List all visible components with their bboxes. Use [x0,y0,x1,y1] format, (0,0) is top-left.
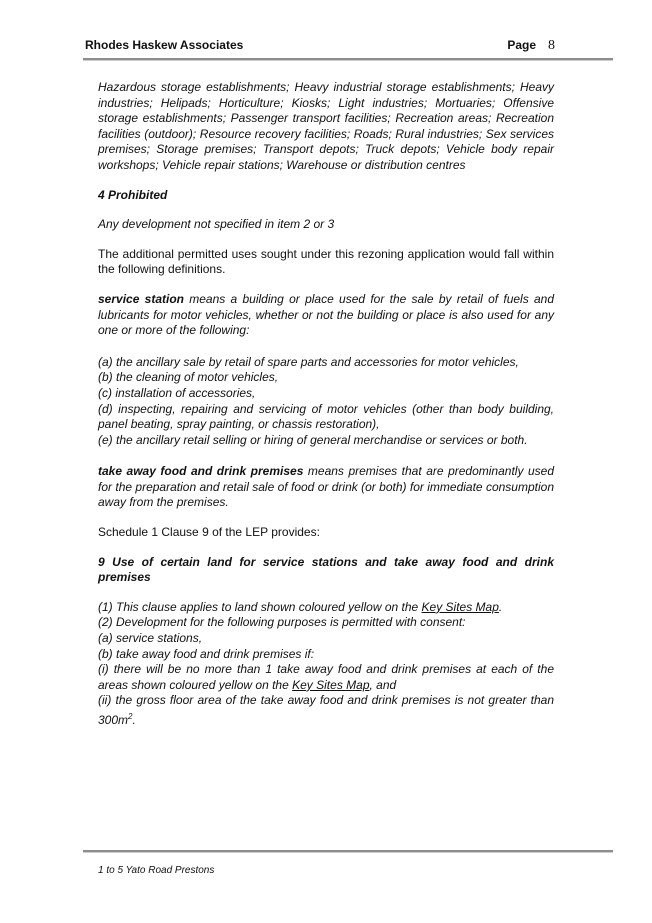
document-body [98,80,554,729]
list-item: (a) the ancillary sale by retail of spare parts and accessories for motor vehicles, [98,354,519,369]
page-label: Page [507,38,536,52]
list-item: (d) inspecting, repairing and servicing of motor vehicles (other than body building, panel beating, spray painting, or chassis restoration), [98,401,554,432]
list-item: (e) the ancillary retail selling or hiring of general merchandise or services or both. [98,432,528,447]
clause-1-end: . [498,599,503,614]
clause-item-ii [98,693,554,728]
page-header [85,38,555,56]
list-item: (b) the cleaning of motor vehicles, [98,370,279,385]
company-name: Rhodes Haskew Associates [85,38,244,52]
clause-i-end: , and [369,677,397,692]
list-item: (c) installation of accessories, [98,385,256,400]
superscript: 2 [128,712,133,721]
additional-uses-paragraph: The additional permitted uses sought under this rezoning application would fall within the following definitions. [98,246,554,277]
page-number: 8 [548,38,555,53]
prohibited-heading: 4 Prohibited [98,187,168,202]
service-station-term: service station [98,291,184,306]
clause-item-1 [98,600,554,616]
page-indicator [507,38,555,54]
clause-items [98,600,554,729]
header-rule [83,58,613,61]
service-station-items [98,355,554,449]
key-sites-map-link[interactable]: Key Sites Map [292,677,370,692]
schedule-paragraph: Schedule 1 Clause 9 of the LEP provides: [98,525,320,540]
clause-ii-end: . [132,713,136,727]
clause-heading: 9 Use of certain land for service stations and take away food and drink premises [98,554,554,585]
clause-i-text: (i) there will be no more than 1 take away food and drink premises at each of the areas shown coloured yellow on the [98,662,554,692]
footer-text: 1 to 5 Yato Road Prestons [98,865,215,876]
clause-ii-text: (ii) the gross floor area of the take away food and drink premises is not greater than 300m [98,693,554,727]
footer-rule [83,850,613,853]
service-station-definition [98,292,554,339]
intro-uses-list: Hazardous storage establishments; Heavy industrial storage establishments; Heavy industries; Helipads; Horticulture; Kiosks; Light industries; Mortuaries; Offensive storage establishments; Passenger transport facilities; Recreation areas; Recreation facilities (outdoor); Resource recovery facilities; Roads; Rural industries; Sex services premises; Storage premises; Transport depots; Truck depots; Vehicle body repair workshops; Vehicle repair stations; Warehouse or distribution centres [98,80,554,172]
clause-1-text: (1) This clause applies to land shown coloured yellow on the [98,599,422,614]
prohibited-text: Any development not specified in item 2 or 3 [98,217,335,232]
clause-item-a: (a) service stations, [98,631,203,646]
clause-item-b: (b) take away food and drink premises if: [98,646,315,661]
takeaway-term: take away food and drink premises [98,464,304,479]
takeaway-def-text: means premises that are predominantly used for the preparation and retail sale of food or drink (or both) for immediate consumption away from the premises. [98,464,554,510]
takeaway-definition [98,464,554,511]
clause-item-i [98,662,554,693]
clause-item-2: (2) Development for the following purposes is permitted with consent: [98,615,466,630]
service-station-def-text: means a building or place used for the sale by retail of fuels and lubricants for motor vehicles, whether or not the building or place is also used for any one or more of the following: [98,291,554,338]
key-sites-map-link[interactable]: Key Sites Map [421,599,499,614]
